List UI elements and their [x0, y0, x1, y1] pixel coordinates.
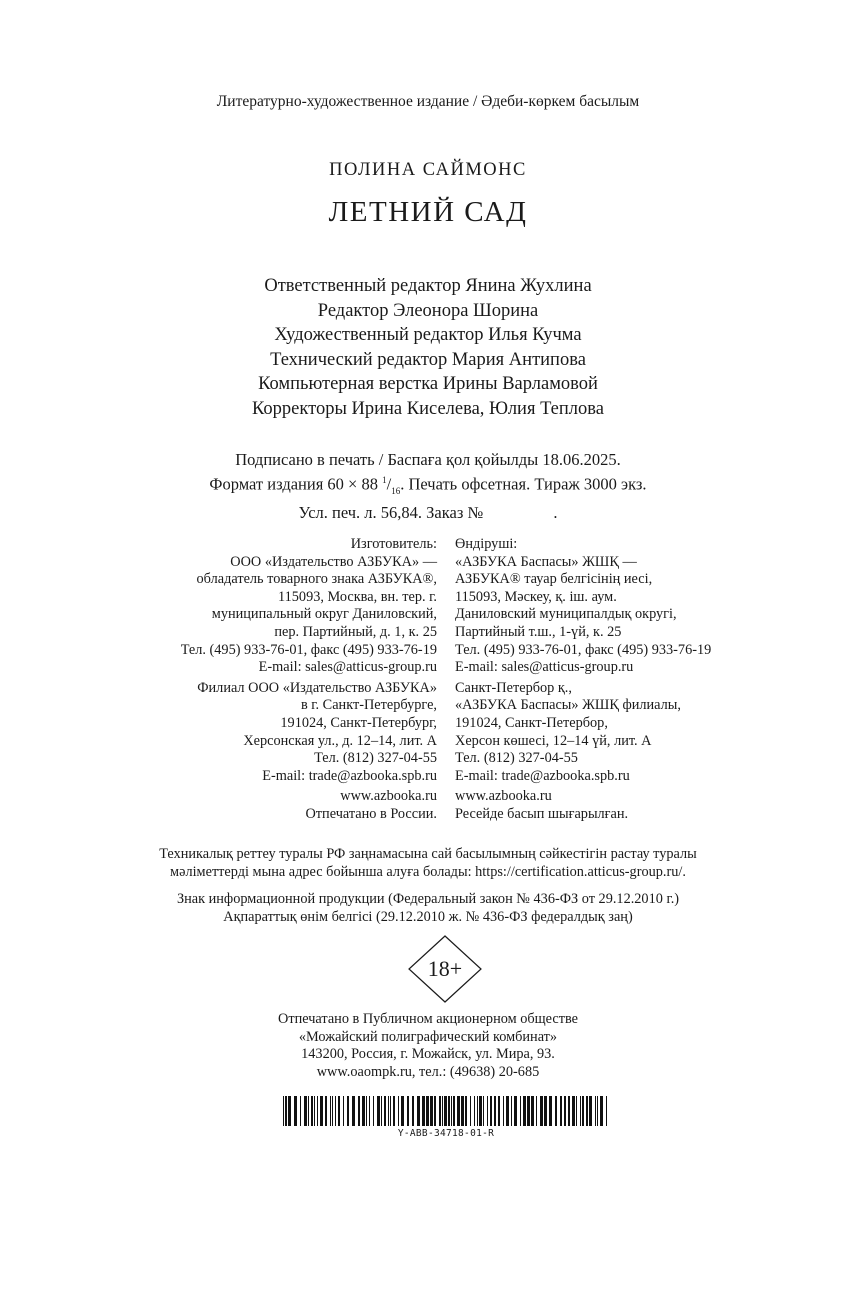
printer-line: 143200, Россия, г. Можайск, ул. Мира, 93.: [301, 1046, 555, 1063]
barcode-icon: [283, 1096, 609, 1126]
edition-type: Литературно-художественное издание / Әдеби-көркем басылым: [216, 93, 640, 110]
format-numerator: 1: [382, 475, 387, 485]
manufacturer-ru-line: муниципальный округ Даниловский,: [211, 606, 437, 623]
footer-ru-line: www.azbooka.ru: [340, 788, 437, 805]
printer-line: www.oaompk.ru, тел.: (49638) 20-685: [316, 1063, 540, 1080]
print-info: [0, 449, 856, 523]
staff-line: Компьютерная верстка Ирины Варламовой: [258, 374, 598, 395]
manufacturer-ru-line: 115093, Москва, вн. тер. г.: [278, 588, 437, 605]
branch-ru-line: Тел. (812) 327-04-55: [314, 750, 437, 767]
book-title: ЛЕТНИЙ САД: [328, 196, 528, 228]
manufacturer-kz-line: АЗБУКА® тауар белгісінің иесі,: [455, 571, 653, 588]
branch-kz-line: «АЗБУКА Баспасы» ЖШҚ филиалы,: [455, 697, 681, 714]
branch-kz-line: Херсон көшесі, 12–14 үй, лит. А: [455, 732, 652, 749]
manufacturer-ru-line: ООО «Издательство АЗБУКА» —: [230, 553, 437, 570]
branch-ru-line: Филиал ООО «Издательство АЗБУКА»: [197, 679, 437, 696]
info-mark-line: Ақпараттық өнім белгісі (29.12.2010 ж. № 436-ФЗ федералдық заң): [223, 908, 633, 925]
footer-kz-line: Ресейде басып шығарылған.: [455, 805, 629, 822]
editorial-staff: [0, 274, 856, 422]
manufacturer-kz-line: Өндіруші:: [455, 536, 518, 552]
manufacturer-kz-line: «АЗБУКА Баспасы» ЖШҚ —: [455, 553, 637, 570]
branch-kz-line: Санкт-Петербор қ.,: [455, 679, 572, 696]
manufacturer-ru-line: E-mail: sales@atticus-group.ru: [258, 659, 437, 676]
footer-ru-line: Отпечатано в России.: [305, 805, 437, 822]
branch-kz-line: Тел. (812) 327-04-55: [455, 750, 578, 767]
manufacturer-kz-line: 115093, Мәскеу, қ. іш. аум.: [455, 588, 617, 605]
manufacturer-ru-line: Изготовитель:: [350, 536, 437, 552]
tech-regulation: [0, 846, 856, 881]
format-slash: /: [386, 474, 392, 494]
format-suffix: . Печать офсетная. Тираж 3000 экз.: [400, 474, 647, 494]
footer-kz-line: www.azbooka.ru: [455, 788, 552, 805]
tech-line: Техникалық реттеу туралы РФ заңнамасына сай басылымның сәйкестігін растау туралы: [159, 846, 697, 862]
manufacturer-kz-line: Тел. (495) 933-76-01, факс (495) 933-76-19: [455, 641, 712, 658]
barcode-label: Y-ABB-34718-01-R: [397, 1128, 495, 1139]
printer-line: Отпечатано в Публичном акционерном обществе: [278, 1011, 578, 1027]
publisher-info-ru: [181, 536, 437, 824]
age-rating-badge: [408, 935, 482, 1003]
info-product-mark: [0, 891, 856, 926]
age-rating-text: 18+: [427, 956, 463, 981]
order-line: Усл. печ. л. 56,84. Заказ № .: [298, 502, 558, 522]
branch-ru-line: E-mail: trade@azbooka.spb.ru: [262, 767, 437, 784]
branch-kz-line: 191024, Санкт-Петербор,: [455, 714, 608, 731]
manufacturer-kz-line: E-mail: sales@atticus-group.ru: [455, 659, 634, 676]
staff-line: Художественный редактор Илья Кучма: [274, 325, 582, 346]
manufacturer-ru-line: пер. Партийный, д. 1, к. 25: [274, 623, 437, 640]
format-prefix: Формат издания 60 × 88: [209, 474, 383, 494]
publisher-info-kz: [455, 536, 711, 824]
signed-date: Подписано в печать / Баспаға қол қойылды 18.06.2025.: [235, 450, 621, 469]
branch-kz-line: E-mail: trade@azbooka.spb.ru: [455, 767, 630, 784]
staff-line: Редактор Элеонора Шорина: [317, 300, 539, 321]
branch-ru-line: в г. Санкт-Петербурге,: [300, 697, 437, 714]
format-line: [0, 470, 856, 502]
printer-info: [0, 1011, 856, 1081]
manufacturer-ru-line: обладатель товарного знака АЗБУКА®,: [196, 571, 437, 588]
printer-line: «Можайский полиграфический комбинат»: [298, 1028, 558, 1045]
manufacturer-kz-line: Партийный т.ш., 1-үй, к. 25: [455, 623, 622, 640]
manufacturer-ru-line: Тел. (495) 933-76-01, факс (495) 933-76-19: [180, 641, 437, 658]
branch-ru-line: 191024, Санкт-Петербург,: [280, 714, 437, 731]
author-name: ПОЛИНА САЙМОНС: [329, 160, 527, 180]
format-denominator: 16: [391, 485, 401, 496]
manufacturer-kz-line: Даниловский муниципалдық округі,: [455, 606, 677, 623]
staff-line: Технический редактор Мария Антипова: [270, 349, 586, 370]
info-mark-line: Знак информационной продукции (Федеральный закон № 436-ФЗ от 29.12.2010 г.): [176, 891, 680, 907]
staff-line: Корректоры Ирина Киселева, Юлия Теплова: [252, 398, 604, 419]
branch-ru-line: Херсонская ул., д. 12–14, лит. А: [243, 732, 437, 749]
tech-line: мәліметтерді мына адрес бойынша алуға болады: https://certification.atticus-group.ru/.: [170, 863, 686, 880]
staff-line: Ответственный редактор Янина Жухлина: [264, 276, 592, 296]
